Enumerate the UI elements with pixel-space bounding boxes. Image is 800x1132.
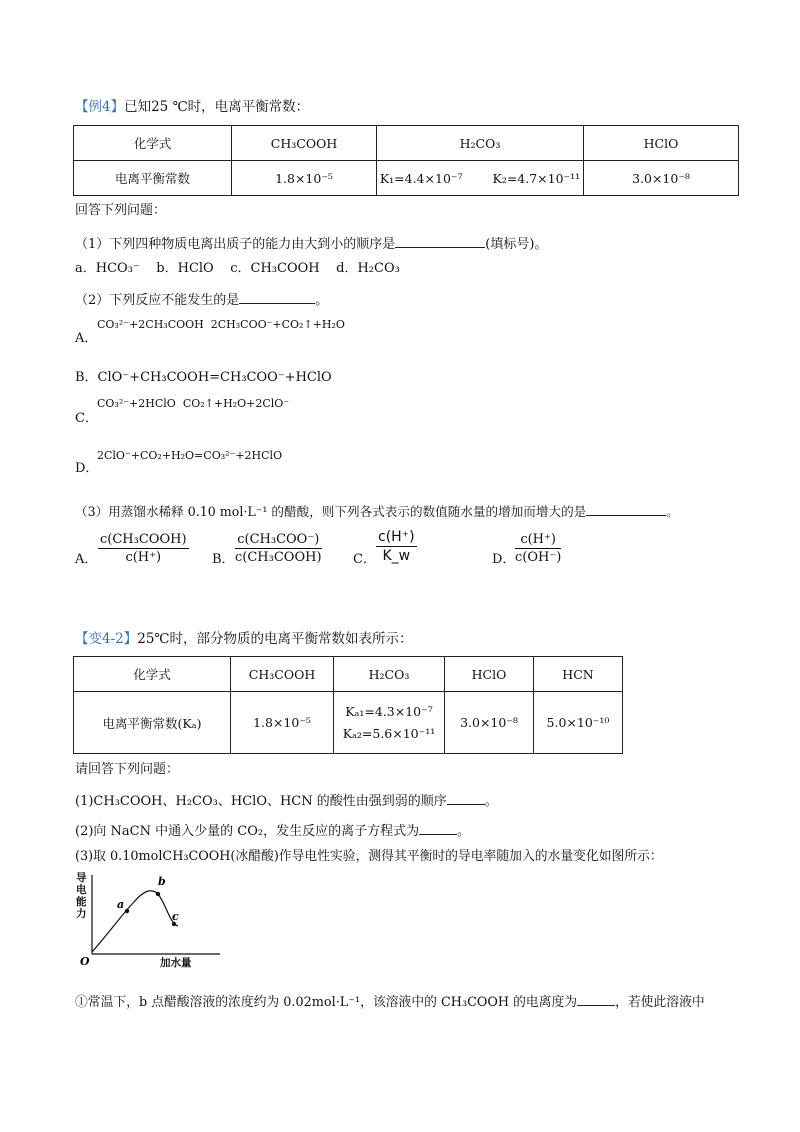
- graph-label-b: b: [158, 875, 166, 888]
- ex4-q1-text: （1）下列四种物质电离出质子的能力由大到小的顺序是: [75, 237, 396, 252]
- var42-cell-hclo: 3.0×10⁻⁸: [445, 692, 534, 754]
- ex4-q2-tail: 。: [315, 293, 329, 308]
- ex4-q2: [75, 291, 328, 307]
- ex4-q1-answer-blank[interactable]: [395, 235, 485, 248]
- graph-point-a: [125, 909, 129, 913]
- ex4-q2-answer-blank[interactable]: [239, 291, 315, 304]
- ex4-frac-a-label: A．: [75, 552, 98, 567]
- var42-answer-prompt: 请回答下列问题：: [75, 762, 180, 777]
- var42-row-label: 电离平衡常数(Kₐ): [74, 692, 231, 754]
- ex4-frac-b-label: B．: [212, 552, 235, 567]
- ex4-opt-c-eq: CO₃²⁻+2HClO CO₂↑+H₂O+2ClO⁻: [97, 397, 290, 410]
- var42-constants-table: [73, 656, 623, 754]
- graph-point-b: [156, 892, 160, 896]
- graph-x-label: 加水量: [160, 957, 192, 969]
- graph-curve: [92, 891, 178, 952]
- ex4-q1: [75, 235, 547, 251]
- var42-tag: 【变4-2】: [75, 631, 138, 647]
- ex4-q3-answer-blank[interactable]: [586, 503, 666, 516]
- ex4-th-formula: 化学式: [74, 126, 232, 161]
- var42-conductivity-graph: [72, 872, 222, 972]
- ex4-opt-b: B．ClO⁻+CH₃COOH=CH₃COO⁻+HClO: [75, 370, 332, 385]
- var42-th-hcn: HCN: [534, 657, 623, 692]
- var42-q3-sub1-text: ①常温下，b 点醋酸溶液的浓度约为 0.02mol·L⁻¹，该溶液中的 CH₃COOH 的电离度为: [75, 995, 578, 1010]
- var42-heading: [75, 633, 413, 647]
- var42-q1-text: (1)CH₃COOH、H₂CO₃、HClO、HCN 的酸性由强到弱的顺序: [75, 794, 447, 809]
- ex4-frac-d: [515, 533, 561, 564]
- ex4-frac-a: [98, 533, 189, 564]
- var42-q3-sub1: [75, 993, 705, 1010]
- ex4-constants-table: [73, 125, 739, 196]
- ex4-q3-text: （3）用蒸馏水稀释 0.10 mol·L⁻¹ 的醋酸，则下列各式表示的数值随水量的增加而增大的是: [75, 504, 587, 519]
- var42-q1: [75, 792, 498, 808]
- var42-th-formula: 化学式: [74, 657, 231, 692]
- var42-q2-tail: 。: [457, 824, 471, 839]
- graph-y-label: 导电能力: [76, 872, 87, 920]
- var42-q3-sub1-tail: ，若使此溶液中: [615, 995, 705, 1010]
- var42-th-ch3cooh: CH₃COOH: [231, 657, 334, 692]
- graph-label-a: a: [117, 898, 125, 911]
- ex4-cell-ch3cooh: 1.8×10⁻⁵: [232, 161, 377, 196]
- var42-cell-h2co3-k2: Kₐ₂=5.6×10⁻¹¹: [342, 725, 436, 741]
- ex4-cell-h2co3-k2: K₂=4.7×10⁻¹¹: [492, 170, 581, 186]
- ex4-frac-d-label: D．: [492, 552, 516, 567]
- var42-cell-ch3cooh: 1.8×10⁻⁵: [231, 692, 334, 754]
- ex4-frac-b-num: c(CH₃COO⁻): [235, 533, 322, 549]
- ex4-frac-c-label: C．: [353, 552, 376, 567]
- ex4-frac-d-den: c(OH⁻): [515, 550, 562, 565]
- ex4-row-label: 电离平衡常数: [74, 161, 232, 196]
- var42-cell-hcn: 5.0×10⁻¹⁰: [534, 692, 623, 754]
- var42-th-hclo: HClO: [445, 657, 534, 692]
- var42-cell-h2co3-k1: Kₐ₁=4.3×10⁻⁷: [345, 703, 433, 719]
- ex4-heading: [75, 101, 309, 115]
- ex4-cell-hclo: 3.0×10⁻⁸: [584, 161, 739, 196]
- ex4-frac-b-den: c(CH₃COOH): [235, 550, 322, 565]
- var42-q1-tail: 。: [484, 794, 498, 809]
- ex4-q2-text: （2）下列反应不能发生的是: [75, 293, 240, 308]
- ex4-tag: 【例4】: [75, 99, 125, 115]
- ex4-q1-tail: (填标号)。: [485, 237, 548, 252]
- var42-th-h2co3: H₂CO₃: [334, 657, 445, 692]
- var42-q2: [75, 822, 470, 838]
- ex4-opt-d-label: D．: [75, 461, 99, 476]
- ex4-opt-d-eq: 2ClO⁻+CO₂+H₂O=CO₃²⁻+2HClO: [97, 449, 283, 462]
- var42-cell-h2co3: [334, 692, 445, 754]
- var42-q2-answer-blank[interactable]: [419, 822, 457, 835]
- var42-intro: 25℃时，部分物质的电离平衡常数如表所示：: [137, 631, 413, 647]
- ex4-cell-h2co3-k1: K₁=4.4×10⁻⁷: [379, 170, 463, 186]
- graph-label-c: c: [172, 910, 179, 923]
- ex4-frac-c-den: K_w: [382, 548, 411, 564]
- graph-origin: O: [80, 955, 90, 968]
- var42-q3-sub1-blank[interactable]: [577, 993, 615, 1006]
- ex4-q3: [75, 503, 679, 519]
- ex4-frac-a-num: c(CH₃COOH): [100, 532, 187, 547]
- ex4-cell-h2co3: [377, 161, 584, 196]
- var42-q1-answer-blank[interactable]: [447, 792, 485, 805]
- ex4-opt-a-eq: CO₃²⁻+2CH₃COOH 2CH₃COO⁻+CO₂↑+H₂O: [97, 318, 345, 331]
- ex4-frac-d-num: c(H⁺): [515, 533, 561, 549]
- ex4-q1-options: a．HCO₃⁻ b．HClO c．CH₃COOH d．H₂CO₃: [75, 261, 400, 276]
- var42-q3: (3)取 0.10molCH₃COOH(冰醋酸)作导电性实验，测得其平衡时的导电率随加入的水量变化如图所示：: [75, 849, 663, 864]
- ex4-th-hclo: HClO: [584, 126, 739, 161]
- ex4-frac-c-num: c(H⁺): [378, 529, 415, 545]
- ex4-th-h2co3: H₂CO₃: [377, 126, 584, 161]
- var42-q2-text: (2)向 NaCN 中通入少量的 CO₂，发生反应的离子方程式为: [75, 824, 420, 839]
- ex4-answer-prompt: 回答下列问题：: [75, 203, 167, 218]
- ex4-q3-tail: 。: [666, 504, 679, 519]
- ex4-opt-a-label: A．: [75, 331, 98, 346]
- ex4-intro: 已知25 ℃时，电离平衡常数：: [124, 99, 310, 115]
- ex4-frac-c: [376, 530, 417, 563]
- ex4-opt-c-label: C．: [75, 411, 98, 426]
- ex4-th-ch3cooh: CH₃COOH: [232, 126, 377, 161]
- ex4-frac-a-den: c(H⁺): [125, 550, 162, 565]
- ex4-frac-b: [235, 533, 322, 564]
